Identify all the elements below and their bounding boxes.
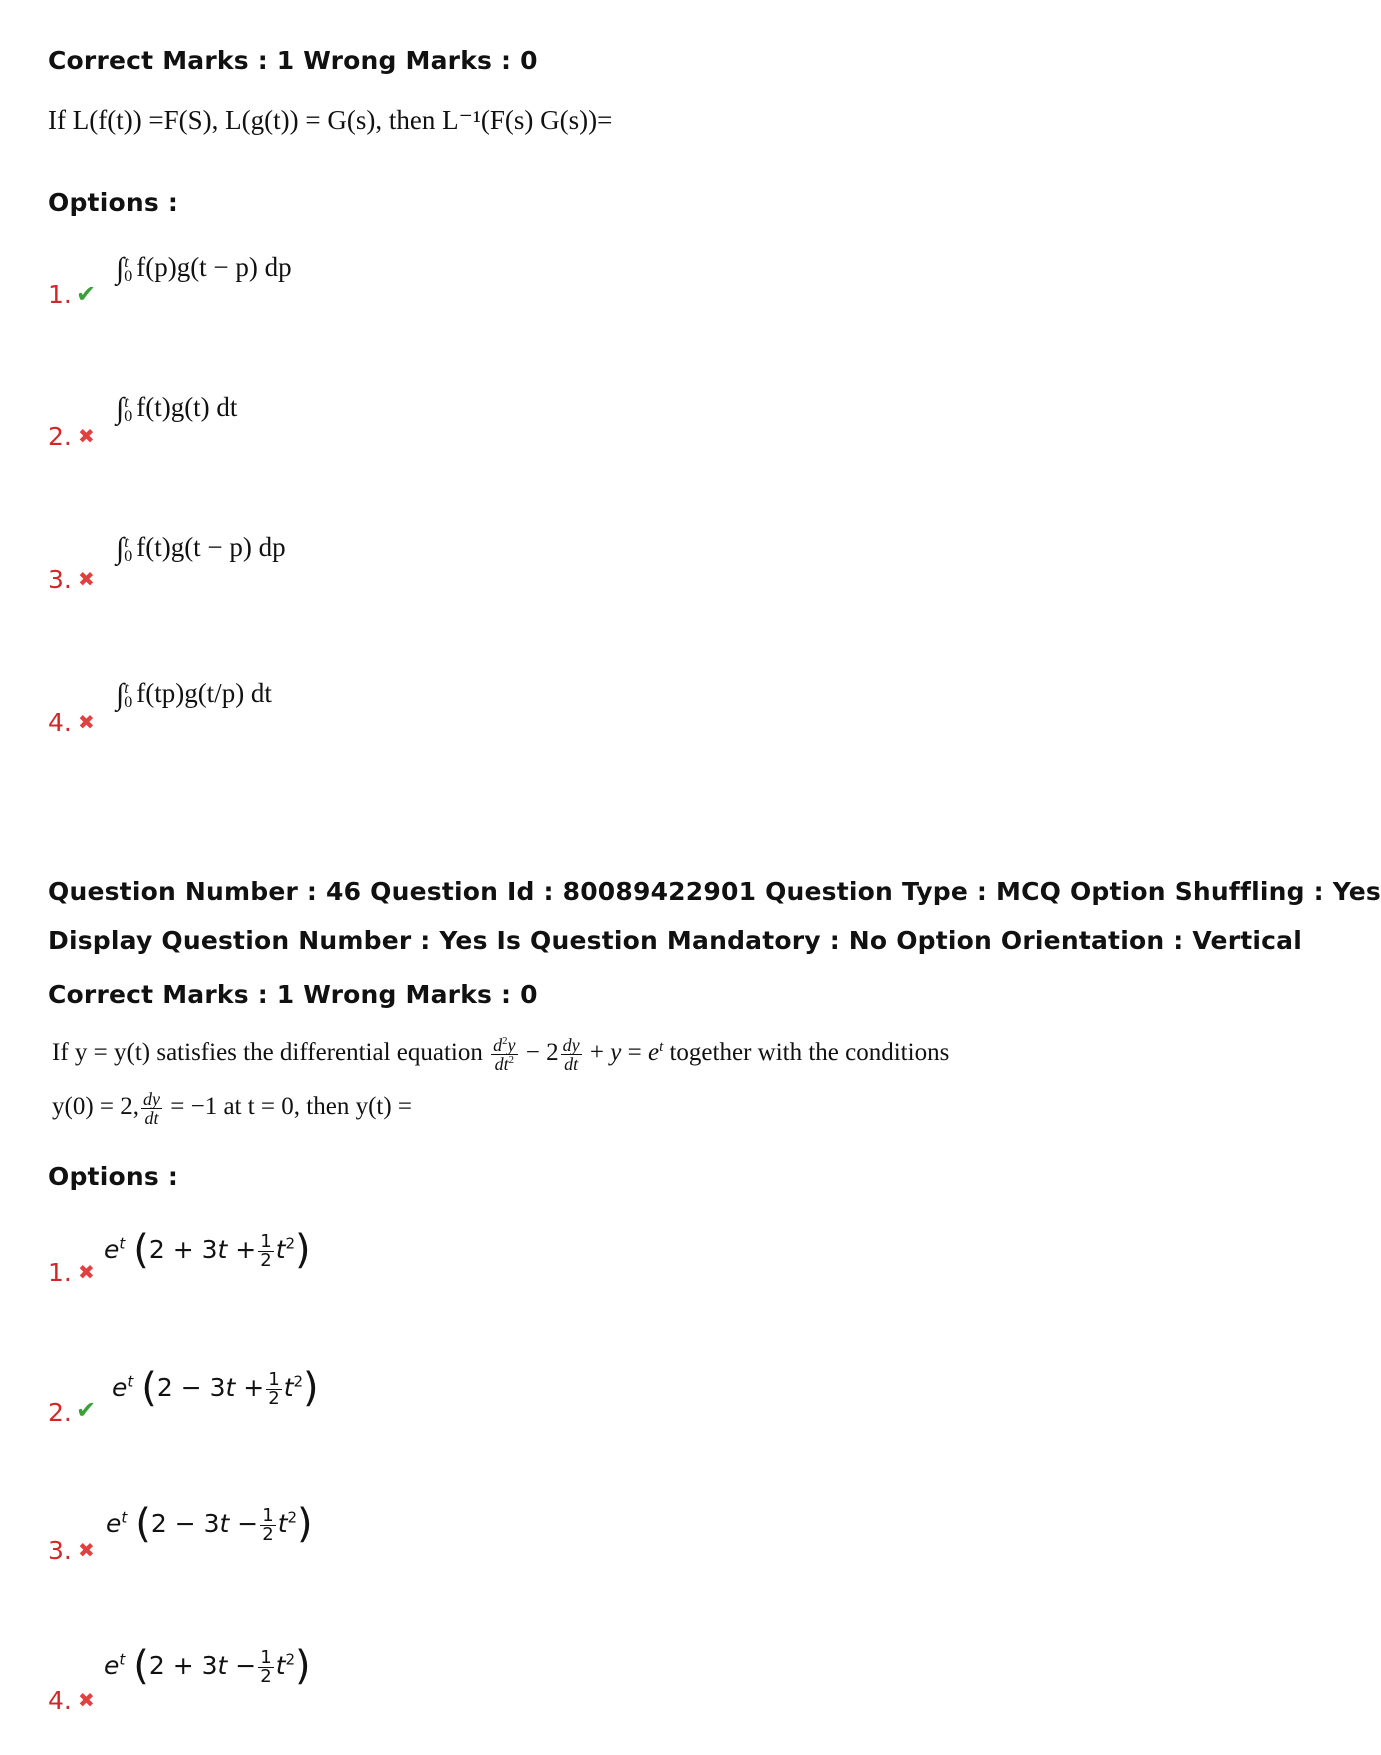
option-number: 2. [48,1398,72,1427]
option-integrand: f(p)g(t − p) dp [136,252,292,282]
question-info-line: Question Number : 46 Question Id : 80089422901 Question Type : MCQ Option Shuffling : Yes [48,877,1381,906]
question-info-line: Display Question Number : Yes Is Question Mandatory : No Option Orientation : Vertical [48,926,1303,955]
option-number: 4. [48,708,72,737]
option-integrand: f(tp)g(t/p) dt [136,678,272,708]
option-formula: $e^t$ (2 − 3t − $\frac{1}{2}$ $t^2$) [106,1501,313,1547]
check-icon: ✔ [76,280,97,308]
option-formula: $e^t$ (2 + 3t − $\frac{1}{2}$ $t^2$) [104,1643,311,1689]
question-line2: y(0) = 2, [52,1093,139,1121]
option-formula: $e^t$ (2 − 3t + $\frac{1}{2}$ $t^2$) [112,1365,319,1411]
option-sign: + [235,1235,257,1264]
cross-icon: ✖ [78,424,95,448]
options-label: Options : [48,188,179,217]
cross-icon: ✖ [78,1688,95,1712]
question-text: If y = y(t) satisfies the differential equation $\frac{d^2y}{dt^2}$ − 2 $\frac{dy}{dt}$ + $y = e^t$ together with the conditions [52,1035,950,1074]
cross-icon: ✖ [78,1260,95,1284]
option-formula: $e^t$ (2 + 3t + $\frac{1}{2}$ $t^2$) [104,1227,311,1273]
question-suffix: together with the conditions [669,1039,950,1067]
cross-icon: ✖ [78,567,95,591]
correct-wrong-marks: Correct Marks : 1 Wrong Marks : 0 [48,980,538,1009]
option-sign: − [174,1509,196,1538]
correct-wrong-marks: Correct Marks : 1 Wrong Marks : 0 [48,46,538,75]
option-number: 1. [48,1258,72,1287]
options-label: Options : [48,1162,179,1191]
question-conditions: y(0) = 2, $\frac{dy}{dt}$ = −1 at t = 0, then y(t) = [52,1089,413,1128]
option-number: 1. [48,280,72,309]
question-prefix: If y = y(t) satisfies the differential equation [52,1039,483,1067]
option-formula: ∫t 0 f(tp)g(t/p) dt [116,678,272,711]
cross-icon: ✖ [78,1538,95,1562]
option-sign: − [235,1651,257,1680]
option-number: 3. [48,1536,72,1565]
option-integrand: f(t)g(t − p) dp [136,532,286,562]
option-number: 3. [48,565,72,594]
option-sign: − [237,1509,259,1538]
option-sign: + [172,1651,194,1680]
check-icon: ✔ [76,1396,97,1424]
option-integrand: f(t)g(t) dt [136,392,238,422]
option-sign: + [172,1235,194,1264]
option-formula: ∫t 0 f(t)g(t − p) dp [116,532,286,565]
option-sign: + [243,1373,265,1402]
cross-icon: ✖ [78,710,95,734]
option-formula: ∫t 0 f(p)g(t − p) dp [116,252,292,285]
question-text: If L(f(t)) =F(S), L(g(t)) = G(s), then L⁻¹(F(s) G(s))= [48,105,613,135]
question-line2-end: = −1 at t = 0, then y(t) = [170,1093,413,1121]
option-formula: ∫t 0 f(t)g(t) dt [116,392,238,425]
option-sign: − [180,1373,202,1402]
option-number: 4. [48,1686,72,1715]
option-number: 2. [48,422,72,451]
